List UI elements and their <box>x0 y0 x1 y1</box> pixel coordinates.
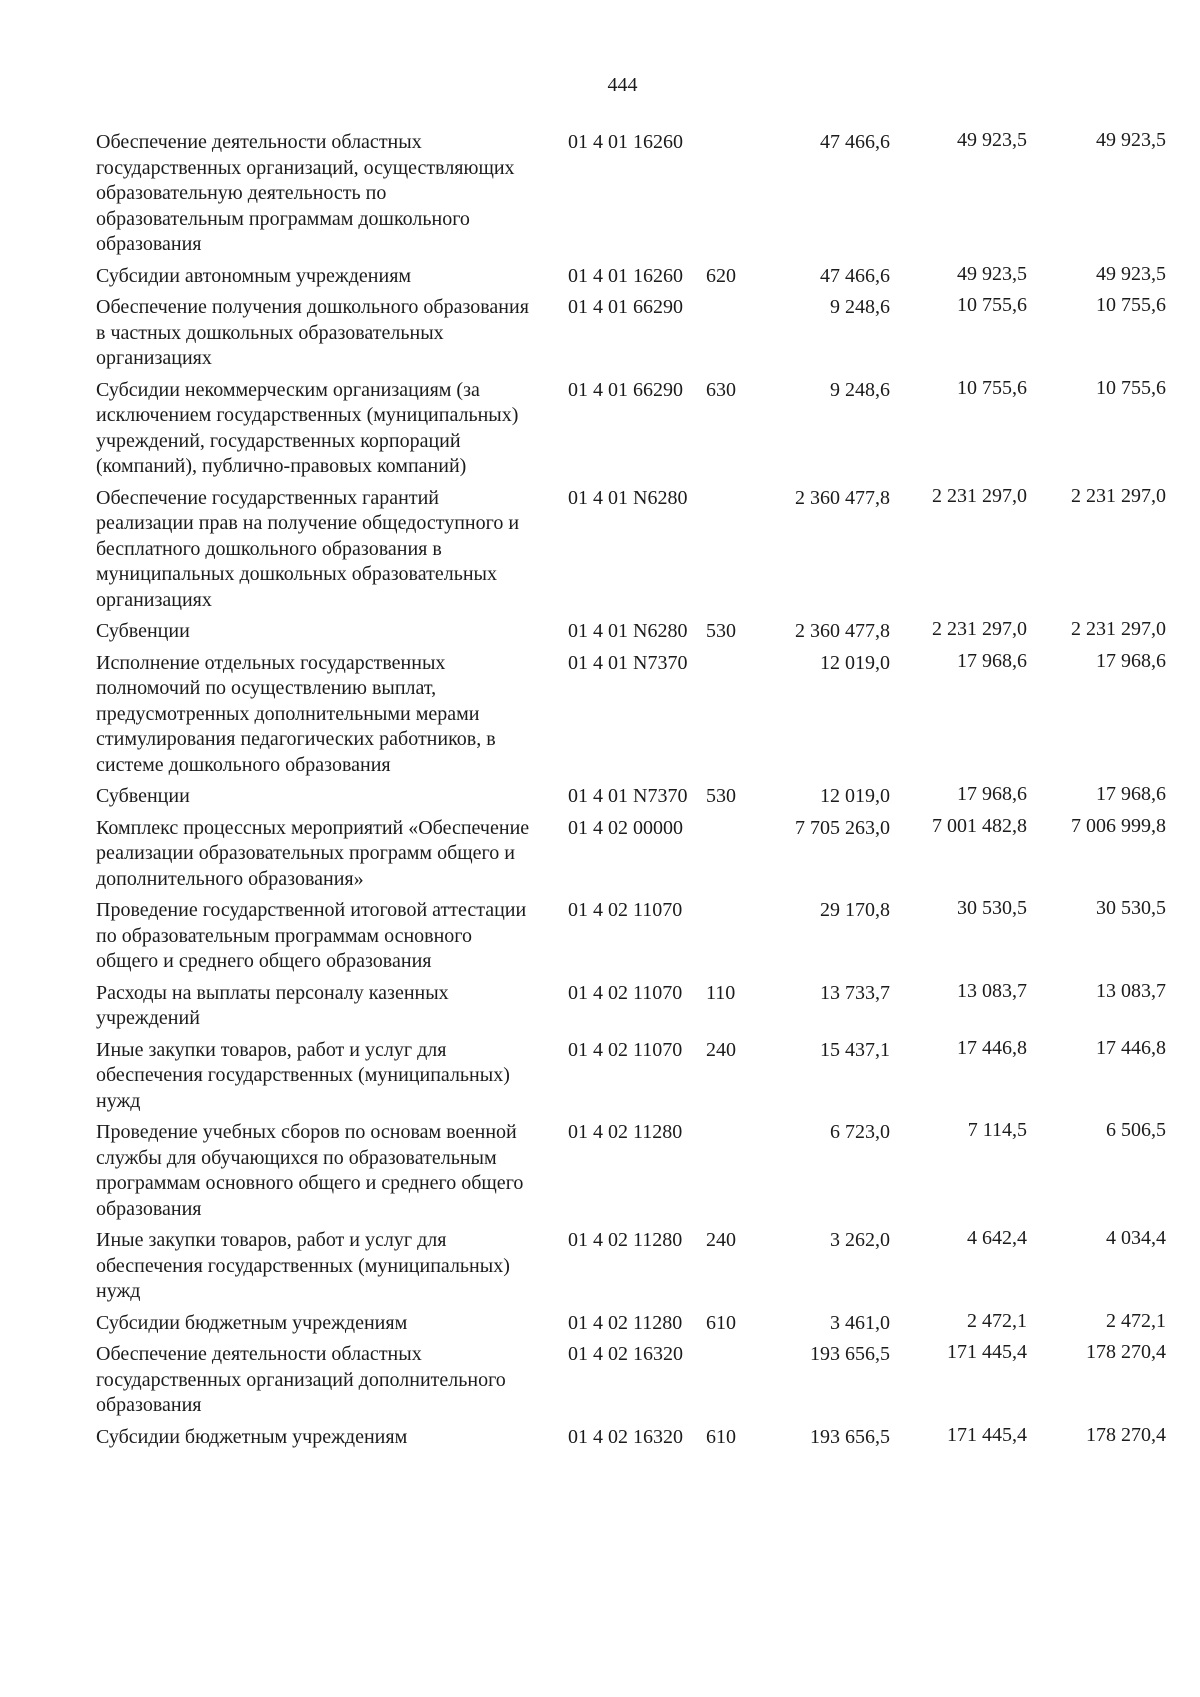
expense-type-code: 620 <box>706 264 736 287</box>
row-name: Иные закупки товаров, работ и услуг для обеспечения государственных (муниципальных) нужд <box>96 1229 510 1302</box>
amount-year-2: 10 755,6 <box>957 376 1027 399</box>
row-name: Комплекс процессных мероприятий «Обеспечение реализации образовательных программ общего и дополнительного образования» <box>96 816 530 890</box>
page-number: 444 <box>607 74 638 96</box>
amount-year-1: 12 019,0 <box>820 651 890 674</box>
amount-year-3: 30 530,5 <box>1096 897 1166 919</box>
expense-type-code: 240 <box>706 1038 736 1061</box>
amount-year-3: 17 968,6 <box>1096 649 1166 672</box>
target-code: 01 4 01 66290 <box>568 378 683 401</box>
amount-year-2: 13 083,7 <box>957 979 1027 1002</box>
amount-year-3: 10 755,6 <box>1096 294 1166 316</box>
expense-type-code: 530 <box>706 785 736 807</box>
row-name: Субсидии автономным учреждениям <box>96 264 412 287</box>
amount-year-3: 10 755,6 <box>1096 376 1166 399</box>
target-code: 01 4 02 16320 <box>568 1343 683 1365</box>
table-row <box>96 1311 1176 1337</box>
row-name: Исполнение отдельных государственных полномочий по осуществлению выплат, предусмотренных дополнительными мерами стимулирования педагогических работников, в системе дошкольного образования <box>96 651 496 776</box>
row-name: Субсидии бюджетным учреждениям <box>96 1311 408 1334</box>
table-row <box>96 1228 1176 1305</box>
amount-year-2: 4 642,4 <box>967 1227 1027 1249</box>
target-code: 01 4 02 11070 <box>568 981 683 1004</box>
row-name: Обеспечение получения дошкольного образования в частных дошкольных образовательных организациях <box>96 296 529 369</box>
target-code: 01 4 01 N6280 <box>568 620 688 642</box>
expense-type-code: 630 <box>706 378 736 401</box>
table-row <box>96 651 1176 779</box>
target-code: 01 4 02 11280 <box>568 1121 683 1143</box>
table-row <box>96 619 1176 645</box>
amount-year-2: 171 445,4 <box>947 1423 1027 1446</box>
amount-year-3: 178 270,4 <box>1086 1423 1166 1446</box>
amount-year-3: 178 270,4 <box>1086 1341 1166 1363</box>
table-row <box>96 1425 1176 1451</box>
table-row <box>96 130 1176 258</box>
amount-year-3: 7 006 999,8 <box>1071 814 1166 837</box>
expense-type-code: 610 <box>706 1425 736 1448</box>
row-name: Субсидии бюджетным учреждениям <box>96 1425 408 1448</box>
amount-year-2: 7 114,5 <box>967 1119 1027 1141</box>
target-code: 01 4 02 16320 <box>568 1425 683 1448</box>
amount-year-1: 15 437,1 <box>820 1038 890 1061</box>
amount-year-2: 2 231 297,0 <box>932 618 1027 640</box>
table-row <box>96 1120 1176 1222</box>
target-code: 01 4 01 16260 <box>568 264 683 287</box>
target-code: 01 4 01 16260 <box>568 131 683 153</box>
amount-year-3: 13 083,7 <box>1096 979 1166 1002</box>
target-code: 01 4 01 N7370 <box>568 651 688 674</box>
amount-year-3: 49 923,5 <box>1096 262 1166 285</box>
target-code: 01 4 01 N7370 <box>568 785 688 807</box>
amount-year-1: 193 656,5 <box>810 1425 890 1448</box>
amount-year-3: 17 446,8 <box>1096 1036 1166 1059</box>
table-row <box>96 486 1176 614</box>
amount-year-1: 9 248,6 <box>830 378 890 401</box>
amount-year-1: 47 466,6 <box>820 131 890 153</box>
row-name: Обеспечение государственных гарантий реализации прав на получение общедоступного и бесплатного дошкольного образования в муниципальных дошкольных образовательных организациях <box>96 486 520 611</box>
amount-year-1: 47 466,6 <box>820 264 890 287</box>
amount-year-3: 49 923,5 <box>1096 129 1166 151</box>
row-name: Проведение учебных сборов по основам военной службы для обучающихся по образовательным программам основного общего и среднего общего образования <box>96 1121 524 1220</box>
row-name: Обеспечение деятельности областных государственных организаций дополнительного образования <box>96 1343 506 1416</box>
expense-type-code: 240 <box>706 1229 736 1251</box>
amount-year-3: 17 968,6 <box>1096 783 1166 805</box>
row-name: Иные закупки товаров, работ и услуг для обеспечения государственных (муниципальных) нужд <box>96 1038 510 1112</box>
table-row <box>96 784 1176 810</box>
budget-table <box>96 130 1176 1456</box>
row-name: Субвенции <box>96 620 190 642</box>
amount-year-2: 7 001 482,8 <box>932 814 1027 837</box>
amount-year-1: 193 656,5 <box>810 1343 890 1365</box>
table-row <box>96 378 1176 480</box>
expense-type-code: 610 <box>706 1311 736 1334</box>
target-code: 01 4 02 11280 <box>568 1229 683 1251</box>
amount-year-1: 3 262,0 <box>830 1229 890 1251</box>
table-row <box>96 295 1176 372</box>
table-row <box>96 264 1176 290</box>
table-row <box>96 981 1176 1032</box>
row-name: Субсидии некоммерческим организациям (за исключением государственных (муниципальных) учреждений, государственных корпораций (компаний), публично-правовых компаний) <box>96 378 519 477</box>
amount-year-1: 7 705 263,0 <box>795 816 890 839</box>
table-row <box>96 816 1176 893</box>
amount-year-1: 13 733,7 <box>820 981 890 1004</box>
table-row <box>96 1038 1176 1115</box>
target-code: 01 4 02 11280 <box>568 1311 683 1334</box>
amount-year-2: 49 923,5 <box>957 262 1027 285</box>
amount-year-1: 6 723,0 <box>830 1121 890 1143</box>
amount-year-3: 6 506,5 <box>1106 1119 1166 1141</box>
table-row <box>96 898 1176 975</box>
target-code: 01 4 01 N6280 <box>568 486 688 509</box>
target-code: 01 4 01 66290 <box>568 296 683 318</box>
amount-year-1: 12 019,0 <box>820 785 890 807</box>
target-code: 01 4 02 11070 <box>568 899 683 921</box>
amount-year-3: 2 231 297,0 <box>1071 618 1166 640</box>
amount-year-1: 9 248,6 <box>830 296 890 318</box>
amount-year-1: 29 170,8 <box>820 899 890 921</box>
amount-year-3: 2 472,1 <box>1106 1309 1166 1332</box>
amount-year-2: 171 445,4 <box>947 1341 1027 1363</box>
amount-year-2: 30 530,5 <box>957 897 1027 919</box>
amount-year-3: 2 231 297,0 <box>1071 484 1166 507</box>
amount-year-3: 4 034,4 <box>1106 1227 1166 1249</box>
amount-year-2: 2 231 297,0 <box>932 484 1027 507</box>
row-name: Обеспечение деятельности областных государственных организаций, осуществляющих образовательную деятельность по образовательным программам дошкольного образования <box>96 131 515 255</box>
expense-type-code: 110 <box>706 981 736 1004</box>
amount-year-2: 17 446,8 <box>957 1036 1027 1059</box>
amount-year-1: 3 461,0 <box>830 1311 890 1334</box>
row-name: Проведение государственной итоговой аттестации по образовательным программам основного общего и среднего общего образования <box>96 899 527 972</box>
table-row <box>96 1342 1176 1419</box>
row-name: Субвенции <box>96 785 190 807</box>
amount-year-2: 2 472,1 <box>967 1309 1027 1332</box>
amount-year-2: 10 755,6 <box>957 294 1027 316</box>
target-code: 01 4 02 00000 <box>568 816 683 839</box>
amount-year-2: 17 968,6 <box>957 649 1027 672</box>
target-code: 01 4 02 11070 <box>568 1038 683 1061</box>
amount-year-1: 2 360 477,8 <box>795 486 890 509</box>
amount-year-2: 17 968,6 <box>957 783 1027 805</box>
amount-year-2: 49 923,5 <box>957 129 1027 151</box>
amount-year-1: 2 360 477,8 <box>795 620 890 642</box>
expense-type-code: 530 <box>706 620 736 642</box>
row-name: Расходы на выплаты персоналу казенных учреждений <box>96 981 449 1029</box>
